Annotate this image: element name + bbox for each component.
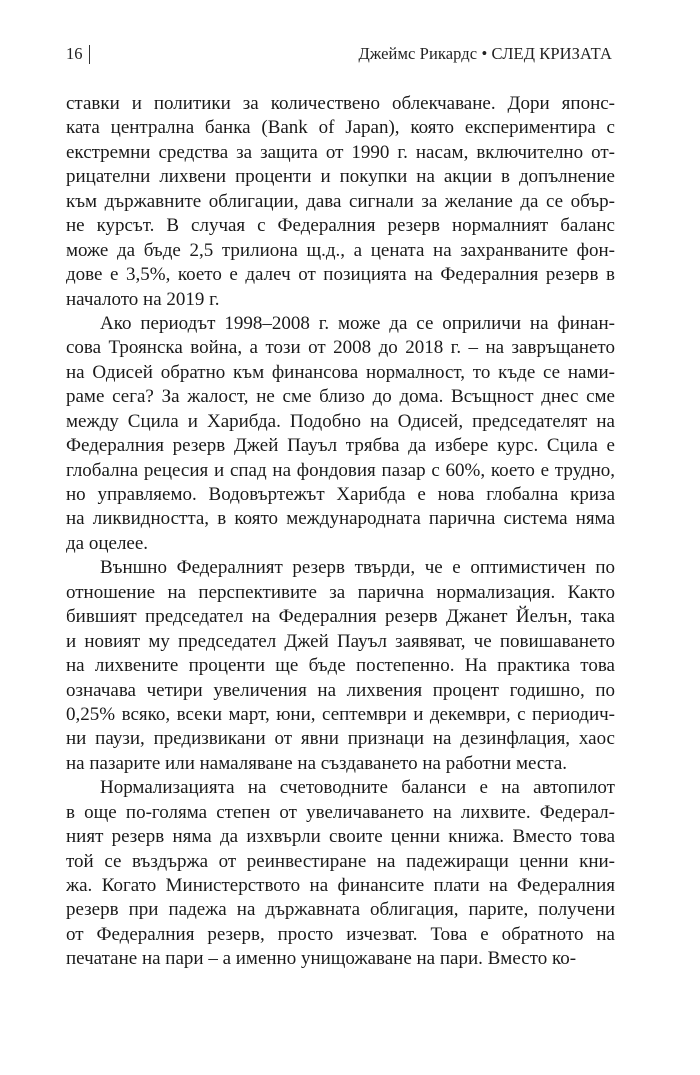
text-line: към държавните облигации, дава сигнали за желание да се обър- [66, 190, 615, 212]
text-line: Федералния резерв Джей Пауъл трябва да избере курс. Сцила е [66, 435, 615, 457]
text-line: началото на 2019 г. [66, 288, 220, 310]
text-line: раме сега? За жалост, не сме близо до дома. Всъщност днес сме [66, 386, 615, 408]
text-line: на Одисей обратно към финансова нормалност, то къде се нами- [66, 361, 615, 383]
text-line: ставки и политики за количествено облекчаване. Дори японс- [66, 93, 615, 114]
paragraph [66, 312, 615, 556]
text-line: рицателни лихвени проценти и покупки на акции в допълнение [66, 166, 615, 188]
paragraph [66, 776, 615, 972]
text-line: жа. Когато Министерството на финансите плати на Федералния [66, 875, 615, 896]
paragraph [66, 92, 615, 312]
text-line: екстремни средства за защита от 1990 г. насам, включително от- [66, 141, 615, 163]
text-line: отношение на перспективите за парична нормализация. Както [66, 581, 615, 603]
text-line: означава четири увеличения на лихвения процент годишно, по [66, 679, 615, 701]
text-line: от Федералния резерв, просто изчезват. Това е обратното на [66, 923, 615, 945]
text-line: 0,25% всяко, всеки март, юни, септември и декември, с периодич- [66, 703, 615, 725]
page-number: 16 [66, 44, 83, 63]
text-line: да оцелее. [66, 532, 149, 554]
text-line: не курсът. В случая с Федералния резерв нормалният баланс [66, 215, 615, 237]
text-line: Външно Федералният резерв твърди, че е оптимистичен по [100, 557, 615, 579]
text-line: бившият председател на Федералния резерв Джанет Йелън, така [66, 606, 615, 628]
text-line: глобална рецесия и спад на фондовия пазар с 60%, което е трудно, [66, 459, 615, 481]
text-line: той се въздържа от реинвестиране на падежиращи ценни кни- [66, 850, 615, 872]
text-line: ни паузи, предизвикани от явни признаци на дезинфлация, хаос [66, 728, 615, 750]
text-line: и новият му председател Джей Пауъл заявяват, че повишаването [66, 630, 615, 652]
text-line: резерв при падежа на държавната облигация, парите, получени [66, 899, 615, 921]
page-header [66, 44, 612, 70]
text-line: на ликвидността, в която международната парична система няма [66, 508, 615, 530]
text-line: сова Троянска война, а този от 2008 до 2018 г. – на завръщането [66, 337, 615, 359]
text-line: ката централна банка (Bank of Japan), която експериментира с [66, 117, 615, 139]
page-number-divider [89, 45, 90, 64]
text-line: в още по-голяма степен от увеличаването на лихвите. Федерал- [66, 801, 615, 823]
paragraph [66, 556, 615, 776]
text-line: но управляемо. Водовъртежът Харибда е нова глобална криза [66, 484, 615, 505]
text-line: дове е 3,5%, което е далеч от позицията на Федералния резерв в [66, 264, 615, 286]
text-line: печатане на пари – а именно унищожаване на пари. Вместо ко- [66, 948, 577, 970]
text-line: може да бъде 2,5 трилиона щ.д., а цената на захранваните фон- [66, 239, 615, 261]
text-line: между Сцила и Харибда. Подобно на Одисей, председателят на [66, 410, 615, 432]
text-line: ният резерв няма да изхвърли своите ценни книжа. Вместо това [66, 826, 615, 848]
text-line: Нормализацията на счетоводните баланси е на автопилот [100, 777, 615, 799]
text-line: Ако периодът 1998–2008 г. може да се оприличи на финан- [100, 312, 615, 334]
text-line: на лихвените проценти ще бъде постепенно. На практика това [66, 655, 615, 677]
running-head: Джеймс Рикардс • СЛЕД КРИЗАТА [358, 44, 612, 63]
text-line: на пазарите или намаляване на създаването на работни места. [66, 752, 568, 774]
body-text [66, 92, 615, 972]
